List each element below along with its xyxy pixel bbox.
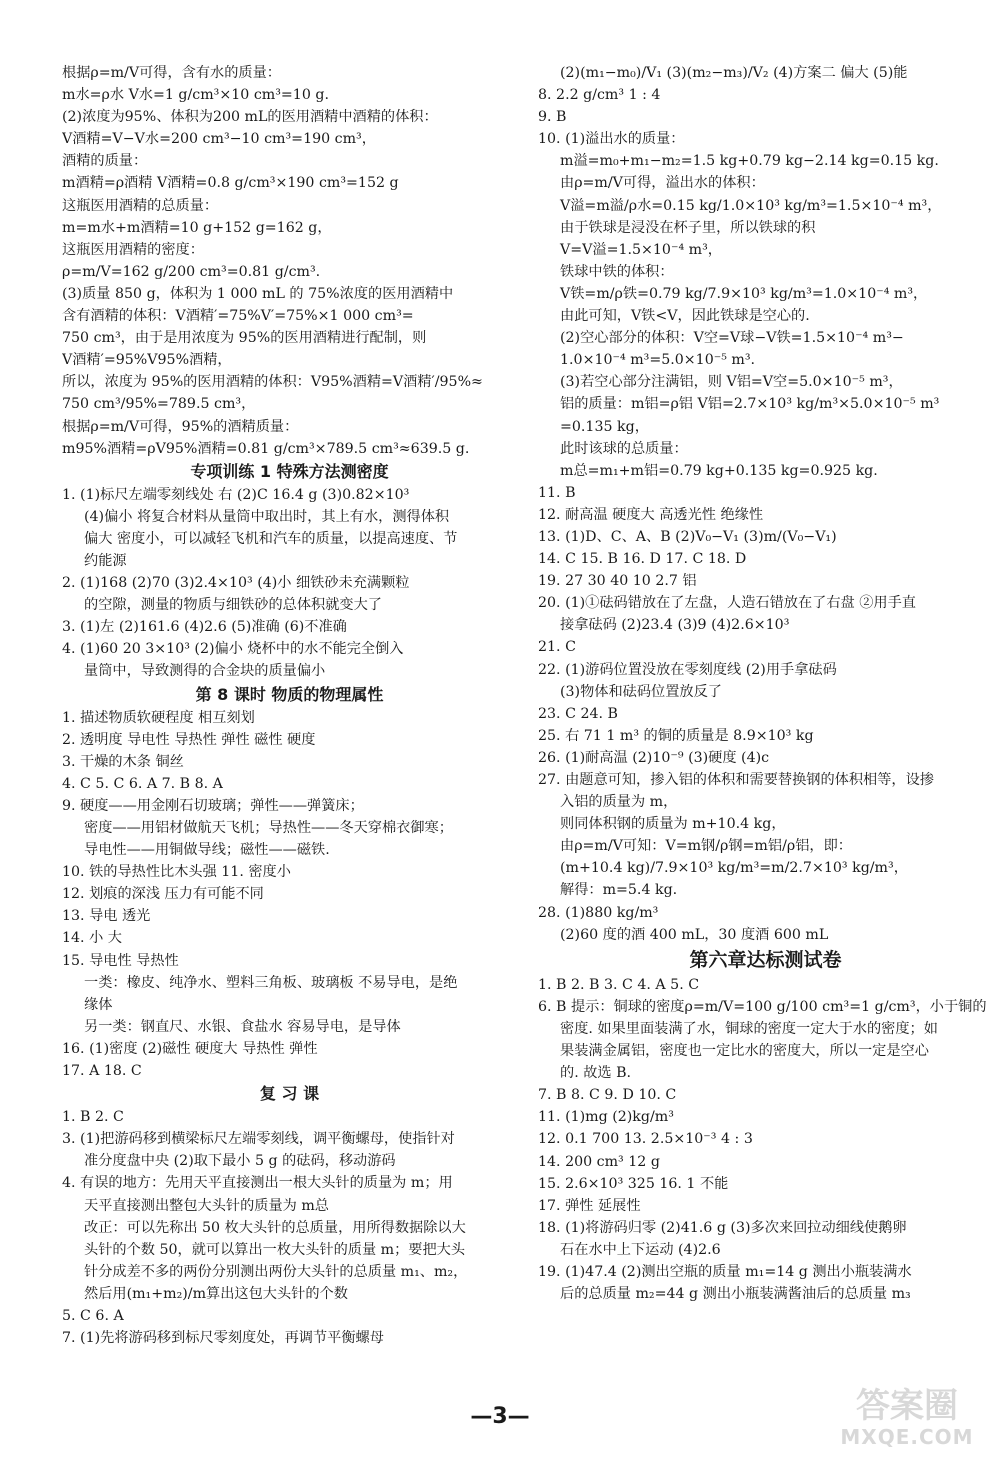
answer-line: V酒精′=95%V95%酒精， bbox=[62, 352, 232, 369]
answer-item: 12. 0.1 700 13. 2.5×10⁻³ 4 : 3 bbox=[538, 1131, 753, 1148]
answer-line: 所以，浓度为 95%的医用酒精的体积：V95%酒精=V酒精′/95%≈ bbox=[62, 374, 483, 391]
answer-item: 10. 铁的导热性比木头强 11. 密度小 bbox=[62, 864, 291, 881]
answer-continuation: (m+10.4 kg)/7.9×10³ kg/m³=m/2.7×10³ kg/m³， bbox=[560, 860, 908, 877]
answer-line: V酒精=V−V水=200 cm³−10 cm³=190 cm³， bbox=[62, 131, 376, 148]
answer-item: 9. B bbox=[538, 109, 567, 126]
section-heading: 复 习 课 bbox=[259, 1084, 320, 1104]
answer-line: (2)浓度为95%、体积为200 mL的医用酒精中酒精的体积： bbox=[62, 109, 438, 126]
watermark-logo bbox=[822, 1388, 992, 1458]
answer-item: 11. (1)mg (2)kg/m³ bbox=[538, 1109, 674, 1126]
right-column bbox=[538, 62, 993, 1305]
answer-item: 2. (1)168 (2)70 (3)2.4×10³ (4)小 细铁砂未充满颗粒 bbox=[62, 575, 410, 592]
answer-continuation: (2)60 度的酒 400 mL，30 度酒 600 mL bbox=[560, 926, 829, 943]
answer-item: 1. 描述物质软硬程度 相互刻划 bbox=[62, 709, 255, 726]
answer-continuation: 量筒中，导致测得的合金块的质量偏小 bbox=[84, 663, 326, 680]
answer-item: 15. 2.6×10³ 325 16. 1 不能 bbox=[538, 1175, 729, 1192]
answer-continuation: 针分成差不多的两份分别测出两份大头针的总质量 m₁、m₂， bbox=[84, 1263, 468, 1280]
answer-item: 4. (1)60 20 3×10³ (2)偏小 烧杯中的水不能完全倒入 bbox=[62, 641, 404, 658]
answer-continuation: 解得：m=5.4 kg. bbox=[560, 882, 678, 899]
answer-item: 26. (1)耐高温 (2)10⁻⁹ (3)硬度 (4)c bbox=[538, 749, 770, 766]
answer-item: 4. 有误的地方：先用天平直接测出一根大头针的质量为 m；用 bbox=[62, 1175, 453, 1192]
answer-item: 14. C 15. B 16. D 17. C 18. D bbox=[538, 551, 747, 568]
answer-line: (3)质量 850 g，体积为 1 000 mL 的 75%浓度的医用酒精中 bbox=[62, 285, 454, 302]
answer-item: 14. 小 大 bbox=[62, 930, 122, 947]
answer-item: 3. (1)左 (2)161.6 (4)2.6 (5)准确 (6)不准确 bbox=[62, 619, 347, 636]
answer-item: 3. (1)把游码移到横梁标尺左端零刻线，调平衡螺母，使指针对 bbox=[62, 1131, 455, 1148]
answer-continuation: 铝的质量：m铝=ρ铝 V铝=2.7×10³ kg/m³×5.0×10⁻⁵ m³ bbox=[560, 396, 940, 413]
answer-continuation: 由ρ=m/V可知：V=m钢/ρ钢=m铝/ρ铝，即： bbox=[560, 838, 852, 855]
answer-item: 2. 透明度 导电性 导热性 弹性 磁性 硬度 bbox=[62, 731, 316, 748]
answer-continuation: 偏大 密度小，可以减轻飞机和汽车的质量，以提高速度、节 bbox=[84, 530, 458, 547]
page-number: —3— bbox=[470, 1404, 530, 1429]
section-heading: 第 8 课时 物质的物理属性 bbox=[195, 684, 384, 704]
answer-item: 13. (1)D、C、A、B (2)V₀−V₁ (3)m/(V₀−V₁) bbox=[538, 528, 837, 545]
answer-item: 10. (1)溢出水的质量： bbox=[538, 131, 685, 148]
answer-continuation: =0.135 kg， bbox=[560, 418, 649, 435]
answer-item: 16. (1)密度 (2)磁性 硬度大 导热性 弹性 bbox=[62, 1040, 318, 1057]
answer-item: 1. B 2. C bbox=[62, 1109, 124, 1126]
answer-continuation: 则同体积钢的质量为 m+10.4 kg， bbox=[560, 816, 786, 833]
answer-continuation: 后的总质量 m₂=44 g 测出小瓶装满酱油后的总质量 m₃ bbox=[560, 1286, 911, 1303]
answer-line: m=m水+m酒精=10 g+152 g=162 g， bbox=[62, 219, 332, 236]
answer-item: 27. 由题意可知，掺入铝的体积和需要替换钢的体积相等，设掺 bbox=[538, 772, 934, 788]
answer-item: 14. 200 cm³ 12 g bbox=[538, 1153, 660, 1170]
answer-continuation: V铁=m/ρ铁=0.79 kg/7.9×10³ kg/m³=1.0×10⁻⁴ m³， bbox=[560, 285, 928, 302]
answer-item: 19. 27 30 40 10 2.7 铝 bbox=[538, 573, 697, 590]
answer-item: 3. 干燥的木条 铜丝 bbox=[62, 753, 184, 770]
answer-item: 20. (1)①砝码错放在了左盘，人造石错放在了右盘 ②用手直 bbox=[538, 595, 916, 612]
answer-line: 750 cm³，由于是用浓度为 95%的医用酒精进行配制，则 bbox=[62, 330, 427, 347]
answer-continuation: 改正：可以先称出 50 枚大头针的总质量，用所得数据除以大 bbox=[84, 1219, 466, 1236]
answer-item: 25. 右 71 1 m³ 的铜的质量是 8.9×10³ kg bbox=[538, 727, 814, 744]
answer-continuation: 由此可知，V铁<V，因此铁球是空心的. bbox=[560, 308, 810, 325]
answer-item: 1. B 2. B 3. C 4. A 5. C bbox=[538, 976, 700, 993]
answer-item: 6. B 提示：铜球的密度ρ=m/V=100 g/100 cm³=1 g/cm³，小于铜的 bbox=[538, 998, 987, 1015]
answer-item: 5. C 6. A bbox=[62, 1307, 124, 1324]
answer-item: 7. (1)先将游码移到标尺零刻度处，再调节平衡螺母 bbox=[62, 1330, 384, 1347]
answer-continuation: 的. 故选 B. bbox=[560, 1065, 632, 1082]
answer-item: 13. 导电 透光 bbox=[62, 908, 151, 925]
answer-item: 9. 硬度——用金刚石切玻璃；弹性——弹簧床； bbox=[62, 797, 364, 814]
answer-item: 12. 耐高温 硬度大 高透光性 绝缘性 bbox=[538, 506, 764, 523]
answer-continuation: 另一类：钢直尺、水银、食盐水 容易导电，是导体 bbox=[84, 1018, 401, 1035]
answer-continuation: 接拿砝码 (2)23.4 (3)9 (4)2.6×10³ bbox=[560, 617, 790, 634]
answer-line: m95%酒精=ρV95%酒精=0.81 g/cm³×789.5 cm³≈639.5 g. bbox=[62, 440, 470, 457]
answer-item: 19. (1)47.4 (2)测出空瓶的质量 m₁=14 g 测出小瓶装满水 bbox=[538, 1263, 912, 1280]
answer-continuation: (4)偏小 将复合材料从量筒中取出时，其上有水，测得体积 bbox=[84, 508, 450, 525]
answer-line: 根据ρ=m/V可得，含有水的质量： bbox=[62, 65, 281, 81]
answer-line: ρ=m/V=162 g/200 cm³=0.81 g/cm³. bbox=[62, 263, 321, 280]
answer-continuation: 果装满金属铝，密度也一定比水的密度大，所以一定是空心 bbox=[560, 1043, 929, 1060]
answer-item: 12. 划痕的深浅 压力有可能不同 bbox=[62, 886, 264, 903]
answer-item: 1. (1)标尺左端零刻线处 右 (2)C 16.4 g (3)0.82×10³ bbox=[62, 486, 410, 503]
answer-item: 28. (1)880 kg/m³ bbox=[538, 904, 659, 921]
answer-item: 8. 2.2 g/cm³ 1 : 4 bbox=[538, 87, 661, 104]
answer-continuation: V溢=m溢/ρ水=0.15 kg/1.0×10³ kg/m³=1.5×10⁻⁴ m³， bbox=[560, 197, 942, 214]
answer-line: 根据ρ=m/V可得，95%的酒精质量： bbox=[62, 418, 299, 435]
watermark-text: 答案圈 bbox=[856, 1386, 958, 1426]
answer-continuation: 准分度盘中央 (2)取下最小 5 g 的砝码，移动游码 bbox=[84, 1153, 396, 1170]
answer-continuation: 导电性——用铜做导线；磁性——磁铁. bbox=[84, 842, 330, 859]
answer-item: 21. C bbox=[538, 639, 576, 656]
answer-line: 这瓶医用酒精的密度： bbox=[62, 241, 204, 258]
answer-continuation: 由ρ=m/V可得，溢出水的体积： bbox=[560, 175, 765, 192]
answer-line: m水=ρ水 V水=1 g/cm³×10 cm³=10 g. bbox=[62, 87, 329, 104]
answer-continuation: 石在水中上下运动 (4)2.6 bbox=[560, 1241, 721, 1258]
answer-continuation: 一类：橡皮、纯净水、塑料三角板、玻璃板 不易导电，是绝 bbox=[84, 974, 458, 991]
answer-continuation: 的空隙，测量的物质与细铁砂的总体积就变大了 bbox=[84, 597, 382, 614]
answer-continuation: 密度. 如果里面装满了水，铜球的密度一定大于水的密度；如 bbox=[560, 1020, 938, 1037]
answer-continuation: 此时该球的总质量： bbox=[560, 440, 688, 457]
answer-continuation: 铁球中铁的体积： bbox=[560, 263, 674, 280]
answer-continuation: 天平直接测出整包大头针的质量为 m总 bbox=[84, 1197, 329, 1214]
answer-item: 17. 弹性 延展性 bbox=[538, 1197, 641, 1214]
answer-continuation: 密度——用铝材做航天飞机；导热性——冬天穿棉衣御寒； bbox=[84, 820, 453, 836]
answer-continuation: m总=m₁+m铝=0.79 kg+0.135 kg=0.925 kg. bbox=[560, 462, 878, 479]
answer-line: 含有酒精的体积：V酒精′=75%V′=75%×1 000 cm³= bbox=[62, 308, 414, 325]
answer-item: 7. B 8. C 9. D 10. C bbox=[538, 1087, 677, 1104]
answer-continuation: 缘体 bbox=[84, 996, 113, 1013]
answer-continuation: 头针的个数 50，就可以算出一枚大头针的质量 m；要把大头 bbox=[84, 1241, 466, 1258]
answer-item: 11. B bbox=[538, 484, 576, 501]
answer-continuation: m溢=m₀+m₁−m₂=1.5 kg+0.79 kg−2.14 kg=0.15 kg. bbox=[560, 153, 939, 170]
answer-line: 这瓶医用酒精的总质量： bbox=[62, 197, 219, 214]
answer-item: 23. C 24. B bbox=[538, 705, 618, 722]
answer-continuation: (2)空心部分的体积：V空=V球−V铁=1.5×10⁻⁴ m³− bbox=[560, 330, 904, 347]
answer-line: 750 cm³/95%=789.5 cm³， bbox=[62, 396, 256, 413]
left-column bbox=[62, 62, 517, 1349]
answer-item: 18. (1)将游码归零 (2)41.6 g (3)多次来回拉动细线使鹅卵 bbox=[538, 1219, 907, 1236]
answer-item: 17. A 18. C bbox=[62, 1063, 142, 1080]
section-heading: 专项训练 1 特殊方法测密度 bbox=[190, 461, 389, 481]
answer-continuation: V=V溢=1.5×10⁻⁴ m³， bbox=[560, 241, 722, 258]
answer-continuation: 然后用(m₁+m₂)/m算出这包大头针的个数 bbox=[84, 1285, 348, 1302]
answer-item: 15. 导电性 导热性 bbox=[62, 952, 179, 969]
answer-item: 22. (1)游码位置没放在零刻度线 (2)用手拿砝码 bbox=[538, 661, 837, 678]
answer-continuation: (3)若空心部分注满铝，则 V铝=V空=5.0×10⁻⁵ m³， bbox=[560, 374, 903, 391]
answer-line: m酒精=ρ酒精 V酒精=0.8 g/cm³×190 cm³=152 g bbox=[62, 175, 399, 192]
chapter-test-heading: 第六章达标测试卷 bbox=[689, 948, 842, 971]
watermark-url: MXQE.COM bbox=[840, 1425, 974, 1449]
answer-line: 酒精的质量： bbox=[62, 153, 148, 170]
answer-continuation: (2)(m₁−m₀)/V₁ (3)(m₂−m₃)/V₂ (4)方案二 偏大 (5)能 bbox=[560, 65, 908, 81]
answer-continuation: 1.0×10⁻⁴ m³=5.0×10⁻⁵ m³. bbox=[560, 352, 756, 369]
answer-continuation: 由于铁球是浸没在杯子里，所以铁球的积 bbox=[560, 219, 816, 236]
answer-continuation: 入铝的质量为 m， bbox=[560, 794, 678, 811]
answer-continuation: (3)物体和砝码位置放反了 bbox=[560, 683, 722, 700]
answer-continuation: 约能源 bbox=[84, 552, 127, 569]
answer-item: 4. C 5. C 6. A 7. B 8. A bbox=[62, 775, 223, 792]
